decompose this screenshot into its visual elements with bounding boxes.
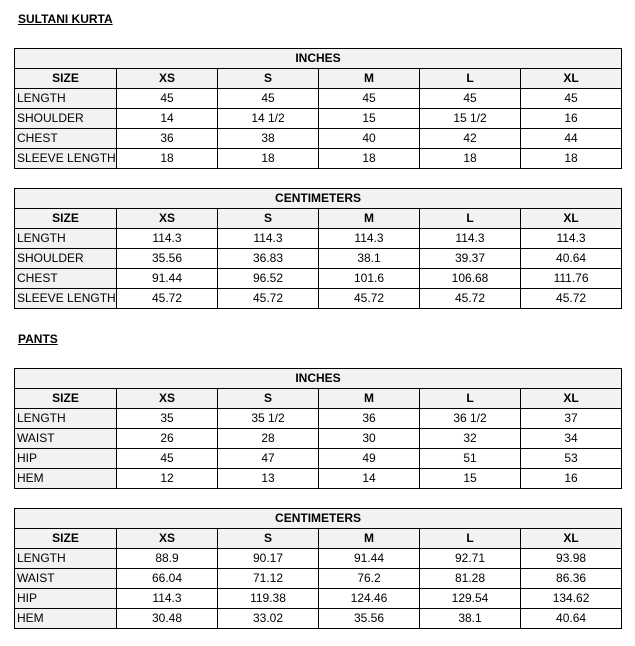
header-size: SIZE — [15, 529, 117, 549]
row-label: HIP — [15, 589, 117, 609]
cell: 32 — [420, 429, 521, 449]
cell: 106.68 — [420, 269, 521, 289]
cell: 18 — [521, 149, 622, 169]
header-row — [15, 209, 622, 229]
table-row — [15, 129, 622, 149]
cell: 119.38 — [218, 589, 319, 609]
cell: 18 — [218, 149, 319, 169]
cell: 35 — [117, 409, 218, 429]
header-l: L — [420, 389, 521, 409]
table-row — [15, 449, 622, 469]
section-title-pants: PANTS — [18, 332, 58, 346]
table-row — [15, 89, 622, 109]
cell: 30 — [319, 429, 420, 449]
cell: 124.46 — [319, 589, 420, 609]
header-xl: XL — [521, 209, 622, 229]
unit-label: INCHES — [15, 369, 622, 389]
cell: 14 — [117, 109, 218, 129]
table-row — [15, 289, 622, 309]
cell: 15 — [420, 469, 521, 489]
row-label: SHOULDER — [15, 109, 117, 129]
cell: 45.72 — [117, 289, 218, 309]
header-m: M — [319, 69, 420, 89]
cell: 91.44 — [319, 549, 420, 569]
table-row — [15, 109, 622, 129]
header-row — [15, 389, 622, 409]
unit-label: CENTIMETERS — [15, 189, 622, 209]
cell: 36 — [319, 409, 420, 429]
cell: 35.56 — [319, 609, 420, 629]
pants-inches-table — [14, 368, 622, 489]
row-label: WAIST — [15, 429, 117, 449]
header-xl: XL — [521, 389, 622, 409]
row-label: LENGTH — [15, 549, 117, 569]
cell: 47 — [218, 449, 319, 469]
cell: 45 — [218, 89, 319, 109]
table-row — [15, 549, 622, 569]
header-m: M — [319, 529, 420, 549]
header-s: S — [218, 389, 319, 409]
row-label: SLEEVE LENGTH — [15, 289, 117, 309]
cell: 15 1/2 — [420, 109, 521, 129]
kurta-inches-table — [14, 48, 622, 169]
row-label: HEM — [15, 609, 117, 629]
cell: 42 — [420, 129, 521, 149]
cell: 40 — [319, 129, 420, 149]
row-label: SHOULDER — [15, 249, 117, 269]
cell: 30.48 — [117, 609, 218, 629]
cell: 26 — [117, 429, 218, 449]
cell: 114.3 — [420, 229, 521, 249]
cell: 49 — [319, 449, 420, 469]
table-row — [15, 569, 622, 589]
cell: 45 — [117, 449, 218, 469]
cell: 36.83 — [218, 249, 319, 269]
header-l: L — [420, 529, 521, 549]
cell: 38 — [218, 129, 319, 149]
cell: 71.12 — [218, 569, 319, 589]
table-row — [15, 149, 622, 169]
header-xs: XS — [117, 69, 218, 89]
header-s: S — [218, 69, 319, 89]
header-row — [15, 529, 622, 549]
cell: 45 — [420, 89, 521, 109]
table-row — [15, 409, 622, 429]
header-m: M — [319, 209, 420, 229]
header-row — [15, 69, 622, 89]
header-l: L — [420, 209, 521, 229]
cell: 37 — [521, 409, 622, 429]
table-row — [15, 609, 622, 629]
cell: 88.9 — [117, 549, 218, 569]
cell: 45 — [117, 89, 218, 109]
cell: 40.64 — [521, 609, 622, 629]
row-label: SLEEVE LENGTH — [15, 149, 117, 169]
cell: 45.72 — [521, 289, 622, 309]
row-label: LENGTH — [15, 409, 117, 429]
cell: 35 1/2 — [218, 409, 319, 429]
cell: 101.6 — [319, 269, 420, 289]
section-title-sultani-kurta: SULTANI KURTA — [18, 12, 113, 26]
cell: 93.98 — [521, 549, 622, 569]
row-label: LENGTH — [15, 89, 117, 109]
cell: 16 — [521, 109, 622, 129]
cell: 114.3 — [218, 229, 319, 249]
cell: 44 — [521, 129, 622, 149]
row-label: LENGTH — [15, 229, 117, 249]
cell: 96.52 — [218, 269, 319, 289]
row-label: CHEST — [15, 129, 117, 149]
table-row — [15, 269, 622, 289]
cell: 40.64 — [521, 249, 622, 269]
cell: 91.44 — [117, 269, 218, 289]
unit-label: CENTIMETERS — [15, 509, 622, 529]
cell: 45.72 — [319, 289, 420, 309]
unit-label: INCHES — [15, 49, 622, 69]
cell: 111.76 — [521, 269, 622, 289]
cell: 35.56 — [117, 249, 218, 269]
cell: 38.1 — [420, 609, 521, 629]
header-xs: XS — [117, 389, 218, 409]
header-s: S — [218, 529, 319, 549]
cell: 14 — [319, 469, 420, 489]
cell: 90.17 — [218, 549, 319, 569]
cell: 86.36 — [521, 569, 622, 589]
pants-centimeters-table — [14, 508, 622, 629]
cell: 36 — [117, 129, 218, 149]
cell: 66.04 — [117, 569, 218, 589]
header-size: SIZE — [15, 69, 117, 89]
header-xs: XS — [117, 529, 218, 549]
unit-row — [15, 509, 622, 529]
header-s: S — [218, 209, 319, 229]
table-row — [15, 229, 622, 249]
cell: 28 — [218, 429, 319, 449]
cell: 129.54 — [420, 589, 521, 609]
cell: 76.2 — [319, 569, 420, 589]
cell: 114.3 — [319, 229, 420, 249]
cell: 34 — [521, 429, 622, 449]
cell: 18 — [117, 149, 218, 169]
header-size: SIZE — [15, 389, 117, 409]
cell: 114.3 — [117, 589, 218, 609]
row-label: HEM — [15, 469, 117, 489]
cell: 38.1 — [319, 249, 420, 269]
header-size: SIZE — [15, 209, 117, 229]
cell: 51 — [420, 449, 521, 469]
cell: 45.72 — [218, 289, 319, 309]
unit-row — [15, 369, 622, 389]
cell: 114.3 — [117, 229, 218, 249]
unit-row — [15, 49, 622, 69]
row-label: HIP — [15, 449, 117, 469]
unit-row — [15, 189, 622, 209]
cell: 16 — [521, 469, 622, 489]
cell: 53 — [521, 449, 622, 469]
row-label: WAIST — [15, 569, 117, 589]
header-m: M — [319, 389, 420, 409]
row-label: CHEST — [15, 269, 117, 289]
table-row — [15, 589, 622, 609]
cell: 81.28 — [420, 569, 521, 589]
cell: 13 — [218, 469, 319, 489]
cell: 18 — [319, 149, 420, 169]
cell: 15 — [319, 109, 420, 129]
kurta-centimeters-table — [14, 188, 622, 309]
table-row — [15, 249, 622, 269]
cell: 45 — [319, 89, 420, 109]
cell: 18 — [420, 149, 521, 169]
cell: 14 1/2 — [218, 109, 319, 129]
table-row — [15, 429, 622, 449]
cell: 39.37 — [420, 249, 521, 269]
header-xs: XS — [117, 209, 218, 229]
cell: 33.02 — [218, 609, 319, 629]
header-xl: XL — [521, 69, 622, 89]
cell: 114.3 — [521, 229, 622, 249]
cell: 134.62 — [521, 589, 622, 609]
cell: 45 — [521, 89, 622, 109]
cell: 45.72 — [420, 289, 521, 309]
cell: 12 — [117, 469, 218, 489]
cell: 36 1/2 — [420, 409, 521, 429]
cell: 92.71 — [420, 549, 521, 569]
header-xl: XL — [521, 529, 622, 549]
table-row — [15, 469, 622, 489]
header-l: L — [420, 69, 521, 89]
